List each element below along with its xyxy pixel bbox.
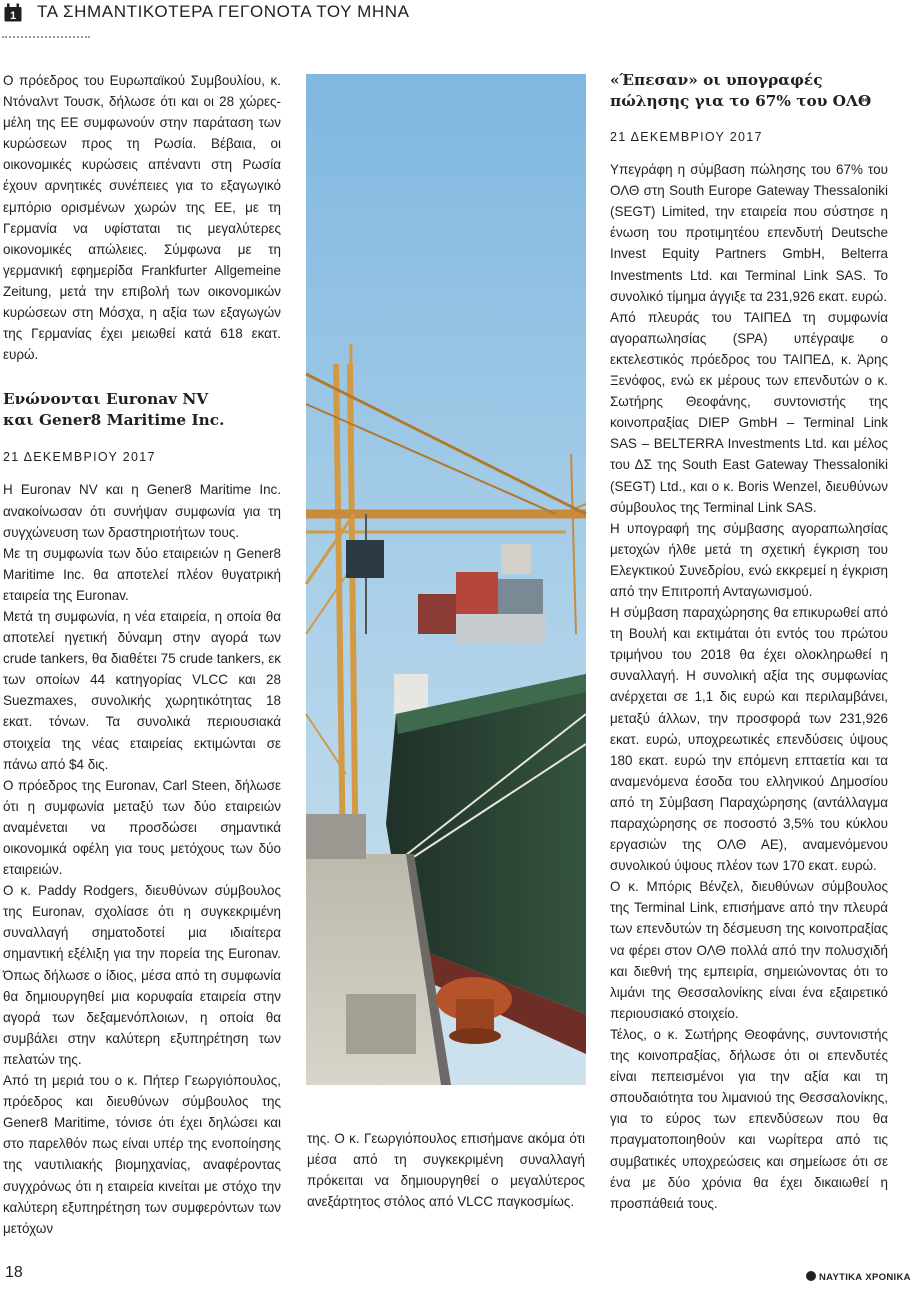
article-euronav-paragraph: Ο κ. Paddy Rodgers, διευθύνων σύμβουλος της Euronav, σχολίασε ότι η συγκεκριμένη συναλλαγή σηματοδοτεί μια ιδιαίτερα σημαντική εξέλιξη για την πορεία της Euronav. Όπως δήλωσε ο ίδιος, μέσα από τη συμφωνία θα δημιουργηθεί μια κορυφαία εταιρεία στην αγορά των δεξαμενόπλοιων, η οποία θα συμβάλει στην καλύτερη εξυπηρέτηση των πελατών της. <box>3 883 281 1067</box>
article-olth-title <box>610 70 888 112</box>
section-number-icon <box>4 3 22 22</box>
article-olth-paragraph: Η σύμβαση παραχώρησης θα επικυρωθεί από τη Βουλή και εκτιμάται ότι εντός του πρώτου τριμήνου του 2018 θα έχει ολοκληρωθεί η συναλλαγή. Η συνολική αξία της συμφωνίας ανέρχεται σε 1,1 δις ευρώ και περιλαμβάνει, μεταξύ άλλων, την προσφορά των 231,926 εκατ. ευρώ, υποχρεωτικές επενδύσεις ύψους 180 εκατ. ευρώ την επόμενη επταετία και τα αναμενόμενα έσοδα του ελληνικού Δημοσίου από τη Σύμβαση Παραχώρησης (αντάλλαγμα παραχώρησης σε ποσοστό 3,5% του κύκλου εργασιών της ΟΛΘ ΑΕ), αναμενόμενου συνολικού ύψους πλέον των 170 εκατ. ευρώ. <box>610 605 888 874</box>
article-olth-paragraph: Η υπογραφή της σύμβασης αγοραπωλησίας μετοχών ήλθε μετά τη σχετική έγκριση του Ελεγκτικού Συνεδρίου, ενώ εκκρεμεί η έγκριση από την Επιτροπή Ανταγωνισμού. <box>610 520 888 599</box>
column-left <box>3 70 281 1239</box>
article-euronav-date: 21 ΔΕΚΕΜΒΡΙΟΥ 2017 <box>3 450 156 465</box>
article-euronav-paragraph: Από τη μεριά του ο κ. Πήτερ Γεωργιόπουλος, πρόεδρος και διευθύνων σύμβουλος της Gener8 Maritime, τόνισε ότι έχει δηλώσει και στο παρελθόν πως είναι υπέρ της ενοποίησης της ναυτιλιακής βιομηχανίας, αναφέροντας συγχρόνως ότι η εταιρεία κινείται με στόχο την καλύτερη εξυπηρέτηση των συμφερόντων των μετόχων <box>3 1073 281 1236</box>
article-euronav-paragraph: Η Euronav NV και η Gener8 Maritime Inc. ανακοίνωσαν ότι συνήψαν συμφωνία για τη συγχώνευση των δραστηριοτήτων τους. <box>3 482 281 540</box>
building <box>394 674 428 714</box>
publication-label: ΝΑΥΤΙΚΑ ΧΡΟΝΙΚΑ <box>819 1272 911 1283</box>
article-olth-title-line1: «Έπεσαν» οι υπογραφές <box>610 71 823 89</box>
article-olth-paragraph: Τέλος, ο κ. Σωτήρης Θεοφάνης, συντονιστής της κοινοπραξίας, δήλωσε ότι οι επενδυτές είναι πεπεισμένοι για την αξία και τη σπουδαιότητα του λιμανιού της Θεσσαλονίκης, για το εύρος των επενδύσεων που θα πραγματοποιηθούν και νωρίτερα από τις συμβατικές υποχρεώσεις και σημείωσε ότι σε ένα με δύο χρόνια θα έχει δικαιωθεί η προσπάθειά τους. <box>610 1026 888 1211</box>
publication-name <box>806 1271 911 1283</box>
column-right <box>610 70 888 1214</box>
article-euronav-paragraph: Με τη συμφωνία των δύο εταιρειών η Gener8 Maritime Inc. θα αποτελεί πλέον θυγατρική εταιρεία της Euronav. <box>3 545 281 603</box>
header-divider <box>2 36 90 38</box>
continuation-paragraph: της. Ο κ. Γεωργιόπουλος επισήμανε ακόμα ότι μέσα από τη συγκεκριμένη συναλλαγή πρόκειται να δημιουργηθεί ο μεγαλύτερος ανεξάρτητος στόλος από VLCC παγκοσμίως. <box>307 1131 585 1210</box>
crane-cab <box>346 540 384 578</box>
section-title: ΤΑ ΣΗΜΑΝΤΙΚΟΤΕΡΑ ΓΕΓΟΝΟΤΑ ΤΟΥ ΜΗΝΑ <box>37 2 410 21</box>
article-euronav-paragraph: Μετά τη συμφωνία, η νέα εταιρεία, η οποία θα αποτελεί ηγετική δύναμη στην αγορά των crude tankers, θα διαθέτει 75 crude tankers, εκ των οποίων 44 κατηγορίας VLCC και 28 Suezmaxes, συνολικής χωρητικότητας 18 εκατ. τόνων. Τα συνολικά περιουσιακά στοιχεία της νέας εταιρείας εκτιμώνται σε πάνω από $4 δις. <box>3 608 281 772</box>
section-number: 1 <box>9 10 17 22</box>
article-euronav-title-line1: Ενώνονται Euronav NV <box>3 390 209 409</box>
article-olth-paragraph: Υπεγράφη η σύμβαση πώλησης του 67% του ΟΛΘ στη South Europe Gateway Thessaloniki (SEGT) Limited, την εταιρεία που σύστησε η ένωση του προτιμητέου επενδυτή Deutsche Invest Equity Partners GmbH, Belterra Investments Ltd. και Terminal Link SAS. Το συνολικό τίμημα άγγιξε τα 231,926 εκατ. ευρώ. <box>610 162 888 304</box>
article-olth-title-line2: πώλησης για το 67% του ΟΛΘ <box>610 92 872 110</box>
port-photo-illustration <box>306 74 586 1085</box>
intro-paragraph: Ο πρόεδρος του Ευρωπαϊκού Συμβουλίου, κ. Ντόναλντ Τουσκ, δήλωσε ότι και οι 28 χώρες-μέλη της ΕΕ συμφωνούν στην παράταση των κυρώσεων προς τη Ρωσία. Βέβαια, οι οικονομικές κυρώσεις απέναντι στη Ρωσία έχουν αρνητικές συνέπειες για το εξαγωγικό εμπόριο ορισμένων χωρών της ΕΕ, με τη Γερμανία να υφίσταται τις μεγαλύτερες οικονομικές απώλειες. Σύμφωνα με τη γερμανική εφημερίδα Frankfurter Allgemeine Zeitung, μετά την επιβολή των οικονομικών κυρώσεων στη Μόσχα, η αξία των εξαγωγών της Γερμανίας έχει μειωθεί κατά 618 εκατ. ευρώ. <box>3 73 281 363</box>
article-olth-paragraph: Από πλευράς του ΤΑΙΠΕΔ τη συμφωνία αγοραπωλησίας (SPA) υπέγραψε ο εκτελεστικός πρόεδρος του ΤΑΙΠΕΔ, κ. Άρης Ξενόφος, ενώ εκ μέρους των επενδυτών ο κ. Σωτήρης Θεοφάνης, συντονιστής της κοινοπραξίας DIEP GmbH – Terminal Link SAS – BELTERRA Investments Ltd. και μέλος του ΔΣ της South East Gateway Thessaloniki (SEGT) Ltd., και ο κ. Boris Wenzel, διευθύνων σύμβουλος της Terminal Link SAS. <box>610 309 888 515</box>
article-olth-date: 21 ΔΕΚΕΜΒΡΙΟΥ 2017 <box>610 130 763 144</box>
column-middle <box>307 1128 585 1212</box>
article-euronav-title-line2: και Gener8 Maritime Inc. <box>3 411 225 430</box>
page-number: 18 <box>5 1264 23 1281</box>
publication-logo-icon <box>806 1271 816 1281</box>
page-header <box>0 0 890 42</box>
article-euronav-paragraph: Ο πρόεδρος της Euronav, Carl Steen, δήλωσε ότι η συμφωνία μεταξύ των δύο εταιρειών αναμένεται να προσδώσει σημαντικά οικονομικά οφέλη για τους μετόχους των δύο εταιρειών. <box>3 777 281 878</box>
article-olth-paragraph: Ο κ. Μπόρις Βένζελ, διευθύνων σύμβουλος της Terminal Link, επισήμανε από την πλευρά των επενδυτών τη δέσμευση της κοινοπραξίας να φέρει στον ΟΛΘ πολλά από την πολυσχιδή και διεθνή της εμπειρία, σημειώνοντας ότι το λιμάνι της Θεσσαλονίκης είναι ένα εξαιρετικό περιουσιακό στοιχείο. <box>610 879 888 1021</box>
article-euronav-title <box>3 389 281 431</box>
port-photo <box>306 74 586 1085</box>
